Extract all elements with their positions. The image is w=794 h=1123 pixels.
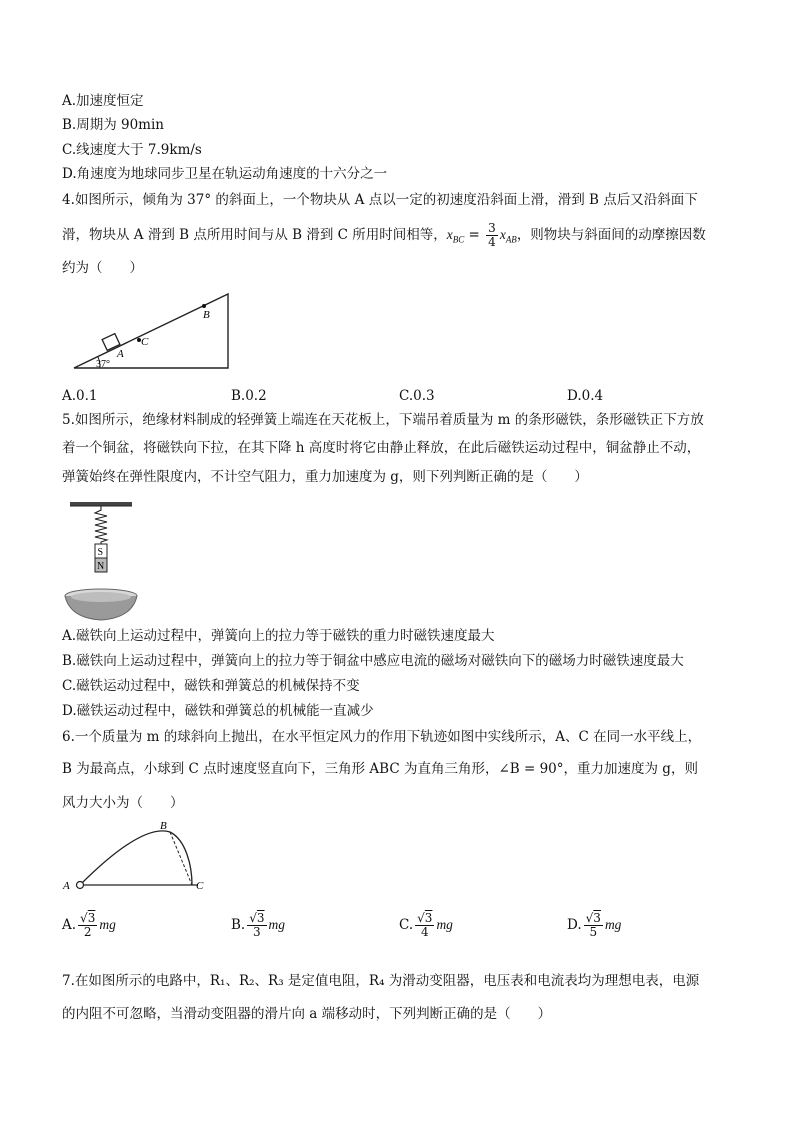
q5-option-b: B.磁铁向上运动过程中，弹簧向上的拉力等于铜盆中感应电流的磁场对磁铁向下的磁场力时磁铁速度最大 — [62, 653, 684, 669]
q3-option-c: C.线速度大于 7.9km/s — [62, 142, 202, 158]
label-b: B — [160, 820, 167, 832]
option-tail: mg — [604, 917, 622, 932]
q4-formula-fraction — [486, 222, 498, 249]
q6-trajectory-figure — [60, 818, 220, 898]
option-letter: B. — [231, 917, 246, 933]
option-tail: mg — [268, 917, 286, 932]
sqrt-fraction: $\frac{√3}{2}$ — [80, 911, 96, 939]
label-c: C — [196, 880, 204, 892]
q4-option-a: A.0.1 — [62, 388, 98, 404]
spring — [95, 506, 107, 544]
q4-stem-line3: 约为（ ） — [62, 260, 143, 276]
q5-stem-line2: 着一个铜盆，将磁铁向下拉，在其下降 h 高度时将它由静止释放，在此后磁铁运动过程中，铜盆静止不动， — [62, 440, 701, 456]
q5-option-c: C.磁铁运动过程中，磁铁和弹簧总的机械保持不变 — [62, 678, 360, 694]
label-c: C — [141, 336, 149, 348]
q5-spring-magnet-figure — [62, 500, 142, 625]
q6-option-a — [62, 912, 116, 939]
option-letter: D. — [567, 917, 582, 933]
label-b: B — [203, 309, 210, 321]
q6-stem-line3: 风力大小为（ ） — [62, 795, 184, 811]
magnet-label-n: N — [97, 561, 105, 572]
q6-option-b — [231, 912, 285, 939]
ball — [77, 882, 84, 889]
q5-option-a: A.磁铁向上运动过程中，弹簧向上的拉力等于磁铁的重力时磁铁速度最大 — [62, 628, 495, 644]
q4-option-d: D.0.4 — [567, 388, 604, 404]
q6-stem-line1: 6.一个质量为 m 的球斜向上抛出，在水平恒定风力的作用下轨迹如图中实线所示，A、C 在同一水平线上， — [62, 729, 702, 745]
q4-stem-line2a: 滑，物块从 A 滑到 B 点所用时间与从 B 滑到 C 所用时间相等， — [62, 227, 447, 243]
sqrt-fraction: $\frac{√3}{5}$ — [585, 911, 601, 939]
q3-option-d: D.角速度为地球同步卫星在轨运动角速度的十六分之一 — [62, 166, 388, 182]
q4-stem-line2 — [62, 222, 706, 250]
option-tail: mg — [99, 917, 116, 932]
q7-stem-line1: 7.在如图所示的电路中，R₁、R₂、R₃ 是定值电阻，R₄ 为滑动变阻器，电压表和电流表均为理想电表，电源 — [62, 973, 700, 989]
q4-option-c: C.0.3 — [399, 388, 435, 404]
q4-formula-lhs: x — [446, 227, 453, 242]
q4-incline-figure — [60, 288, 240, 373]
option-letter: A. — [62, 917, 77, 933]
q4-stem-line2b: ，则物块与斜面间的动摩擦因数 — [516, 227, 706, 243]
option-letter: C. — [399, 917, 414, 933]
q6-option-c — [399, 912, 453, 939]
q7-stem-line2: 的内阻不可忽略，当滑动变阻器的滑片向 a 端移动时，下列判断正确的是（ ） — [62, 1006, 552, 1022]
q5-stem-line1: 5.如图所示，绝缘材料制成的轻弹簧上端连在天花板上，下端吊着质量为 m 的条形磁铁，条形磁铁正下方放 — [62, 412, 704, 428]
q6-stem-line2: B 为最高点，小球到 C 点时速度竖直向下，三角形 ABC 为直角三角形，∠B = 90°，重力加速度为 g，则 — [62, 761, 698, 777]
q5-stem-line3: 弹簧始终在弹性限度内，不计空气阻力，重力加速度为 g，则下列判断正确的是（ ） — [62, 469, 588, 485]
label-a: A — [63, 880, 70, 892]
q5-option-d: D.磁铁运动过程中，磁铁和弹簧总的机械能一直减少 — [62, 703, 374, 719]
q3-option-b: B.周期为 90min — [62, 117, 164, 133]
q4-formula-rhs: x — [499, 227, 506, 242]
q4-formula-lhs-sub: BC — [452, 234, 465, 245]
trajectory-solid — [80, 831, 192, 885]
q4-option-b: B.0.2 — [231, 388, 267, 404]
label-a: A — [117, 348, 124, 360]
magnet-label-s: S — [97, 547, 104, 558]
q4-formula-den: 4 — [488, 235, 496, 249]
q4-formula-eq: = — [464, 227, 485, 243]
ceiling — [70, 502, 132, 506]
q4-formula-num: 3 — [488, 221, 496, 235]
point-b-dot — [202, 304, 206, 308]
label-angle: 37° — [96, 359, 110, 370]
option-tail: mg — [436, 917, 453, 932]
q6-option-d — [567, 912, 621, 939]
sqrt-fraction: $\frac{√3}{4}$ — [417, 911, 433, 939]
q4-formula-rhs-sub: AB — [505, 234, 517, 245]
sqrt-fraction: $\frac{√3}{3}$ — [249, 911, 265, 939]
q3-option-a: A.加速度恒定 — [62, 93, 144, 109]
q4-stem-line1: 4.如图所示，倾角为 37° 的斜面上，一个物块从 A 点以一定的初速度沿斜面上滑，滑到 B 点后又沿斜面下 — [62, 192, 698, 208]
